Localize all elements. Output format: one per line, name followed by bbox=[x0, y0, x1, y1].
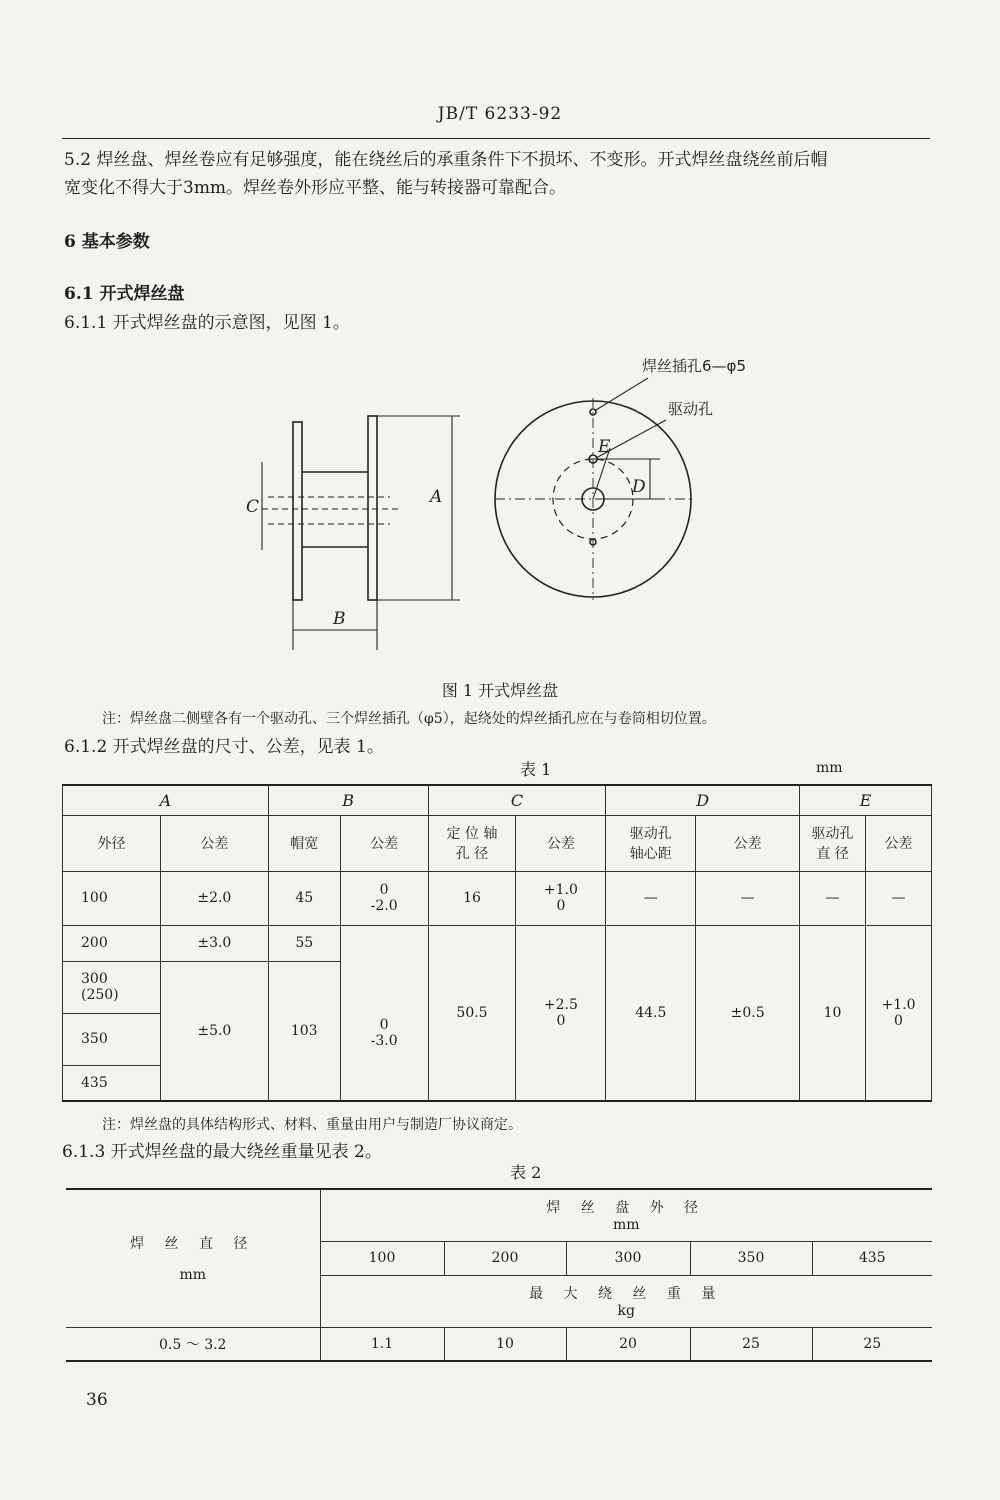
note-2: 注：焊丝盘的具体结构形式、材料、重量由用户与制造厂协议商定。 bbox=[102, 1117, 522, 1133]
table-2-title: 表 2 bbox=[510, 1163, 542, 1182]
head-d-tolerance: 公差 bbox=[696, 815, 800, 871]
table-row: 435 bbox=[63, 1065, 932, 1101]
group-b: B bbox=[268, 785, 428, 815]
figure-1-diagram bbox=[0, 0, 1000, 700]
head-locating-bore: 定 位 轴 孔 径 bbox=[428, 815, 516, 871]
label-a: A bbox=[430, 487, 443, 507]
label-e: E bbox=[598, 437, 611, 457]
head-drive-hole-distance: 驱动孔 轴心距 bbox=[606, 815, 696, 871]
table-row: 300 (250) ±5.0 103 bbox=[63, 961, 932, 1013]
page-number: 36 bbox=[86, 1390, 108, 1410]
table-row: 100 ±2.0 45 0 -2.0 16 +1.0 0 — — — — bbox=[63, 871, 932, 925]
table-2-spool-diameter-head: 焊 丝 盘 外 径 mm bbox=[320, 1189, 932, 1241]
section-5-2-line-1: 5.2 焊丝盘、焊丝卷应有足够强度，能在绕丝后的承重条件下不损坏、不变形。开式焊丝盘绕丝前后帽 bbox=[64, 150, 828, 170]
head-c-tolerance: 公差 bbox=[516, 815, 606, 871]
table-row: 200 ±3.0 55 0 -3.0 50.5 +2.5 0 44.5 ±0.5 10 +1.0 0 bbox=[63, 925, 932, 961]
label-b: B bbox=[333, 609, 346, 629]
table-2-weight-head: 最 大 绕 丝 重 量 kg bbox=[320, 1275, 932, 1327]
side-view bbox=[262, 416, 460, 650]
head-drive-hole-diameter: 驱动孔 直 径 bbox=[800, 815, 866, 871]
table-row: 0.5 ～ 3.2 1.1 10 20 25 25 bbox=[66, 1327, 932, 1361]
left-flange bbox=[293, 422, 302, 600]
group-e: E bbox=[800, 785, 932, 815]
table-1 bbox=[62, 784, 932, 1102]
head-cap-width: 帽宽 bbox=[268, 815, 340, 871]
table-1-title: 表 1 bbox=[520, 760, 552, 779]
label-d: D bbox=[632, 477, 646, 497]
section-6-1-1: 6.1.1 开式焊丝盘的示意图，见图 1。 bbox=[64, 313, 350, 333]
table-1-subhead-row bbox=[63, 815, 932, 871]
head-outer-diameter: 外径 bbox=[63, 815, 161, 871]
section-6-1-3: 6.1.3 开式焊丝盘的最大绕丝重量见表 2。 bbox=[62, 1142, 382, 1162]
section-5-2-line-2: 宽变化不得大于3mm。焊丝卷外形应平整、能与转接器可靠配合。 bbox=[64, 178, 567, 198]
callout-drive-hole: 驱动孔 bbox=[668, 400, 714, 418]
table-row: 350 bbox=[63, 1013, 932, 1065]
group-a: A bbox=[63, 785, 269, 815]
table-2-diameter-row: 100 200 300 350 435 bbox=[66, 1241, 932, 1275]
head-e-tolerance: 公差 bbox=[866, 815, 932, 871]
figure-1-caption: 图 1 开式焊丝盘 bbox=[441, 681, 559, 700]
group-d: D bbox=[606, 785, 800, 815]
table-2-wire-diameter-head: 焊 丝 直 径 mm bbox=[66, 1189, 320, 1327]
section-6-title: 6 基本参数 bbox=[64, 232, 150, 252]
group-c: C bbox=[428, 785, 606, 815]
page-header: JB/T 6233-92 bbox=[437, 104, 563, 124]
table-1-group-row bbox=[63, 785, 932, 815]
section-6-1-2: 6.1.2 开式焊丝盘的尺寸、公差，见表 1。 bbox=[64, 737, 384, 757]
label-c: C bbox=[246, 497, 260, 517]
front-view bbox=[495, 378, 691, 600]
note-1: 注：焊丝盘二侧壁各有一个驱动孔、三个焊丝插孔（φ5），起绕处的焊丝插孔应在与卷筒相切位置。 bbox=[102, 711, 716, 727]
section-6-1-title: 6.1 开式焊丝盘 bbox=[64, 284, 185, 304]
callout-wire-holes: 焊丝插孔6—φ5 bbox=[642, 357, 746, 375]
right-flange bbox=[368, 416, 377, 600]
table-1-unit: mm bbox=[816, 760, 843, 776]
head-b-tolerance: 公差 bbox=[340, 815, 428, 871]
head-a-tolerance: 公差 bbox=[160, 815, 268, 871]
table-2 bbox=[66, 1188, 932, 1362]
